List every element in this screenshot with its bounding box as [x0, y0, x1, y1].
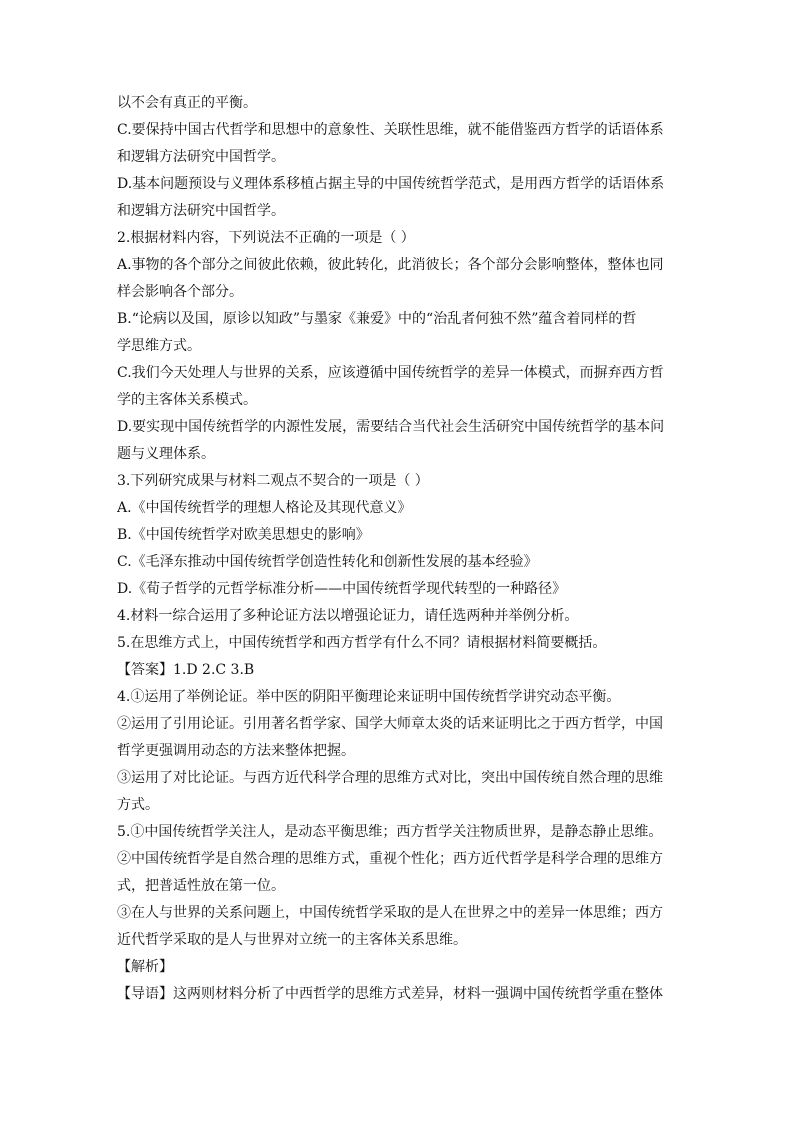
text-line: 【导语】这两则材料分析了中西哲学的思维方式差异，材料一强调中国传统哲学重在整体 [117, 986, 663, 1002]
text-line: C.《毛泽东推动中国传统哲学创造性转化和创新性发展的基本经验》 [117, 554, 538, 570]
text-line: A.《中国传统哲学的理想人格论及其现代意义》 [117, 500, 412, 516]
text-line: 题与义理体系。 [117, 446, 215, 462]
text-line: C.要保持中国古代哲学和思想中的意象性、关联性思维，就不能借鉴西方哲学的话语体系 [117, 122, 664, 138]
text-line: 【答案】1.D 2.C 3.B [117, 662, 255, 678]
text-line: 近代哲学采取的是人与世界对立统一的主客体关系思维。 [117, 932, 467, 948]
text-line: 4.①运用了举例论证。举中医的阴阳平衡理论来证明中国传统哲学讲究动态平衡。 [117, 689, 621, 705]
text-line: D.基本问题预设与义理体系移植占据主导的中国传统哲学范式，是用西方哲学的话语体系 [117, 176, 665, 192]
text-line: 5.在思维方式上，中国传统哲学和西方哲学有什么不同？请根据材料简要概括。 [117, 635, 607, 651]
text-line: 式，把普适性放在第一位。 [117, 878, 285, 894]
text-line: 2.根据材料内容，下列说法不正确的一项是（ ） [117, 230, 415, 246]
document-body [117, 90, 677, 1008]
text-line: 学的主客体关系模式。 [117, 392, 257, 408]
text-line: ③运用了对比论证。与西方近代科学合理的思维方式对比，突出中国传统自然合理的思维 [117, 770, 663, 786]
text-line: A.事物的各个部分之间彼此依赖，彼此转化，此消彼长；各个部分会影响整体，整体也同 [117, 257, 664, 273]
text-line: 和逻辑方法研究中国哲学。 [117, 203, 285, 219]
text-line: D.要实现中国传统哲学的内源性发展，需要结合当代社会生活研究中国传统哲学的基本问 [117, 419, 665, 435]
text-line: ③在人与世界的关系问题上，中国传统哲学采取的是人在世界之中的差异一体思维；西方 [117, 905, 663, 921]
text-line: ②运用了引用论证。引用著名哲学家、国学大师章太炎的话来证明比之于西方哲学，中国 [117, 716, 663, 732]
text-line: 学思维方式。 [117, 338, 201, 354]
text-line: ②中国传统哲学是自然合理的思维方式，重视个性化；西方近代哲学是科学合理的思维方 [117, 851, 663, 867]
text-line: 3.下列研究成果与材料二观点不契合的一项是（ ） [117, 473, 429, 489]
text-line: D.《荀子哲学的元哲学标准分析——中国传统哲学现代转型的一种路径》 [117, 581, 567, 597]
text-line: B.“论病以及国，原诊以知政”与墨家《兼爱》中的“治乱者何独不然”蕴含着同样的哲 [117, 311, 637, 327]
text-line: 【解析】 [117, 959, 173, 975]
text-line: 样会影响各个部分。 [117, 284, 243, 300]
text-line: B.《中国传统哲学对欧美思想史的影响》 [117, 527, 370, 543]
text-line: 方式。 [117, 797, 159, 813]
text-line: 5.①中国传统哲学关注人，是动态平衡思维；西方哲学关注物质世界，是静态静止思维。 [117, 824, 663, 840]
text-line: 以不会有真正的平衡。 [117, 95, 257, 111]
text-line: 和逻辑方法研究中国哲学。 [117, 149, 285, 165]
text-line: C.我们今天处理人与世界的关系，应该遵循中国传统哲学的差异一体模式，而摒弃西方哲 [117, 365, 664, 381]
text-line: 4.材料一综合运用了多种论证方法以增强论证力，请任选两种并举例分析。 [117, 608, 579, 624]
text-line: 哲学更强调用动态的方法来整体把握。 [117, 743, 355, 759]
